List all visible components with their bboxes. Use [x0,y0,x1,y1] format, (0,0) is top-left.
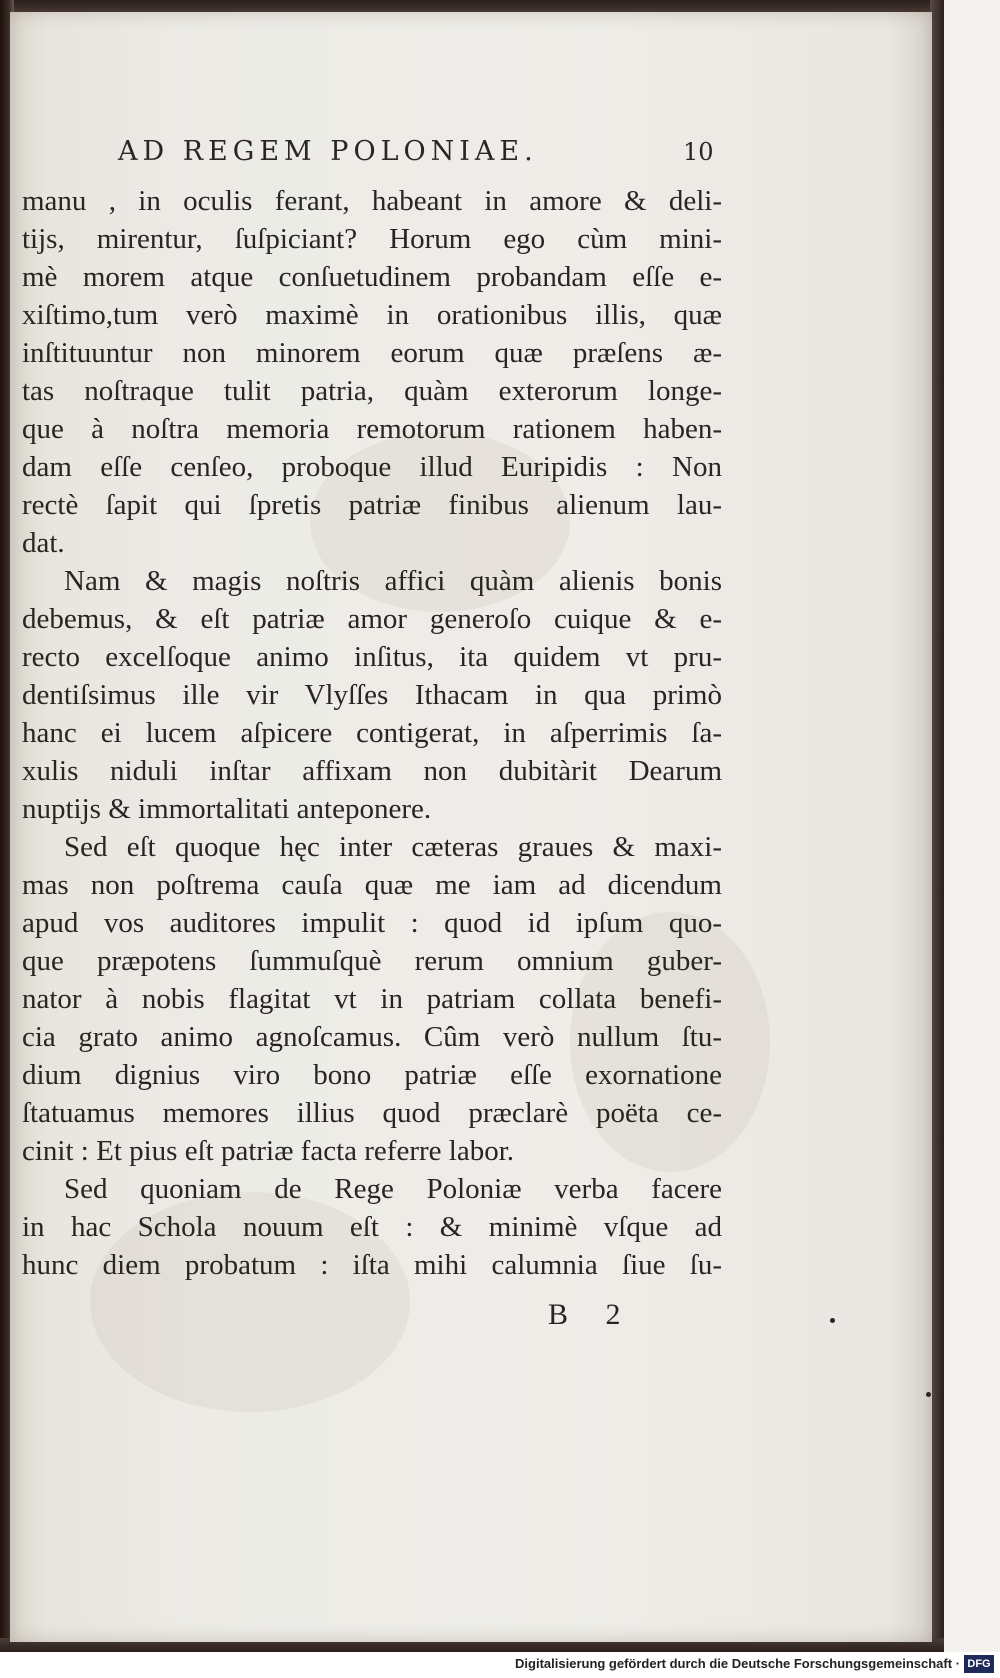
text-line: nator à nobis flagitat vt in patriam collata benefi- [22,983,722,1015]
text-line: hunc diem probatum : iſta mihi calumnia ſiue ſu- [22,1249,722,1281]
text-line: manu , in oculis ferant, habeant in amore & deli- [22,185,722,217]
digitization-credit-bar [0,1652,1000,1678]
paragraph-start-line: Sed eſt quoque hęc inter cæteras graues & maxi- [64,831,722,863]
text-line: hanc ei lucem aſpicere contigerat, in aſperrimis ſa- [22,717,722,749]
text-line: apud vos auditores impulit : quod id ipſum quo- [22,907,722,939]
text-line: debemus, & eſt patriæ amor generoſo cuique & e- [22,603,722,635]
page-number: 10 [683,138,714,166]
page-body-text [22,182,722,1284]
paragraph-start-line: Sed quoniam de Rege Poloniæ verba facere [64,1173,722,1205]
text-line: xiſtimo,tum verò maximè in orationibus illis, quæ [22,299,722,331]
text-line: recto excelſoque animo inſitus, ita quidem vt pru- [22,641,722,673]
dfg-logo: DFG [964,1655,994,1673]
scan-backdrop-right [930,0,944,1650]
text-line: mè morem atque conſuetudinem probandam eſſe e- [22,261,722,293]
text-line: dat. [22,527,65,559]
text-line: inſtituuntur non minorem eorum quæ præſens æ- [22,337,722,369]
text-line: ſtatuamus memores illius quod præclarè poëta ce- [22,1097,722,1129]
text-line: que à noſtra memoria remotorum rationem haben- [22,413,722,445]
text-line: rectè ſapit qui ſpretis patriæ finibus alienum lau- [22,489,722,521]
running-header: AD REGEM POLONIAE. [118,136,538,167]
text-line: dam eſſe cenſeo, proboque illud Euripidis : Non [22,451,722,483]
ink-speck [830,1318,835,1323]
ink-speck [926,1392,931,1397]
funding-credit: Digitalisierung gefördert durch die Deutsche Forschungsgemeinschaft · [515,1656,960,1671]
text-line: cinit : Et pius eſt patriæ facta referre labor. [22,1135,514,1167]
text-line: xulis niduli inſtar affixam non dubitàrit Dearum [22,755,722,787]
paragraph-start-line: Nam & magis noſtris affici quàm alienis bonis [64,565,722,597]
text-line: tas noſtraque tulit patria, quàm exterorum longe- [22,375,722,407]
text-line: dium dignius viro bono patriæ eſſe exornatione [22,1059,722,1091]
text-line: in hac Schola nouum eſt : & minimè vſque ad [22,1211,722,1243]
text-line: que præpotens ſummuſquè rerum omnium guber- [22,945,722,977]
text-line: cia grato animo agnoſcamus. Cûm verò nullum ſtu- [22,1021,722,1053]
text-line: dentiſsimus ille vir Vlyſſes Ithacam in qua primò [22,679,722,711]
text-line: tijs, mirentur, ſuſpiciant? Horum ego cùm mini- [22,223,722,255]
text-line: nuptijs & immortalitati anteponere. [22,793,432,825]
text-line: mas non poſtrema cauſa quæ me iam ad dicendum [22,869,722,901]
signature-mark: B 2 [548,1298,621,1331]
